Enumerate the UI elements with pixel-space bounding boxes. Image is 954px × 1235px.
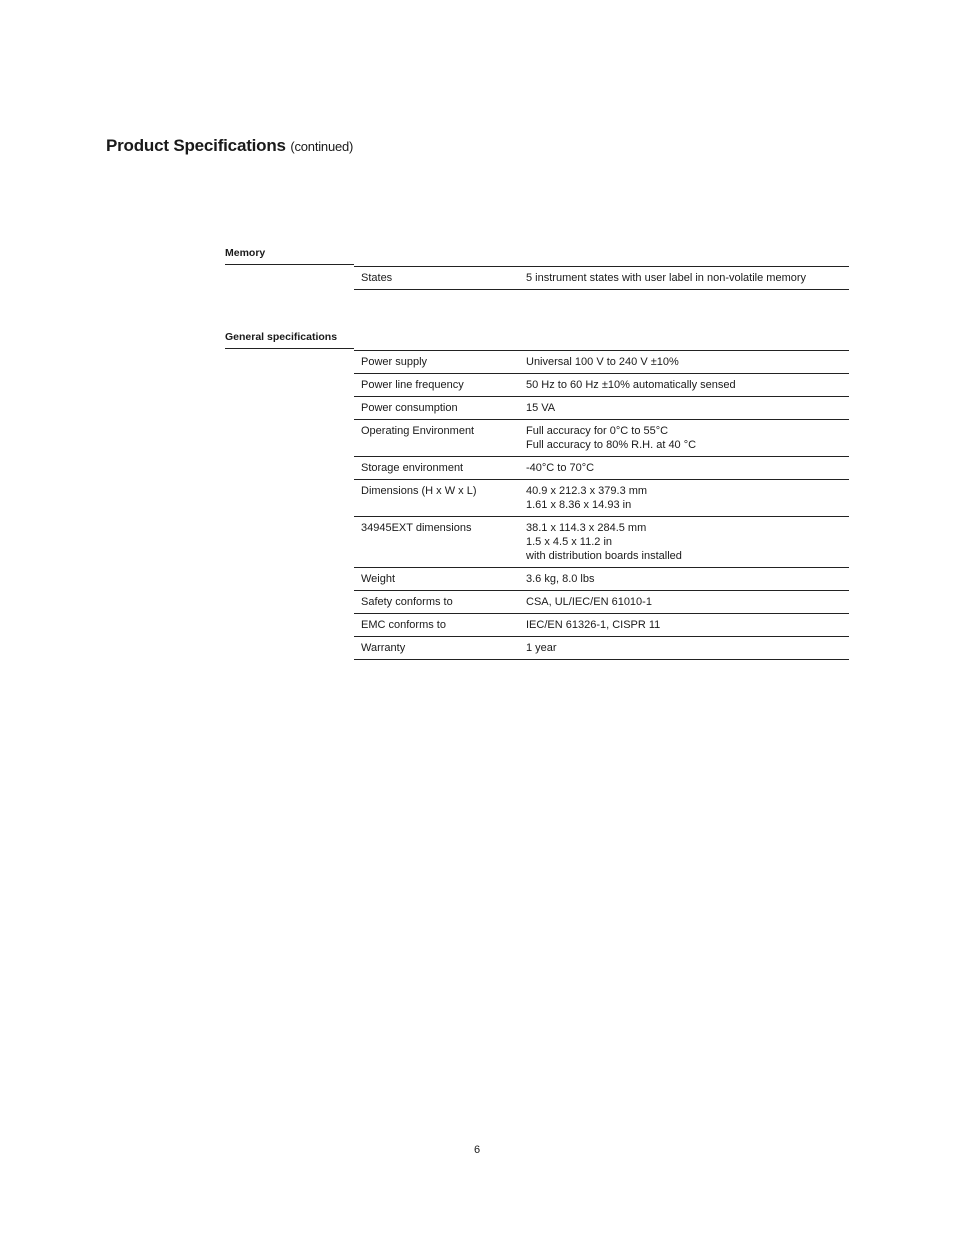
spec-label: Weight [361,573,396,585]
spec-value: IEC/EN 61326-1, CISPR 11 [526,619,661,631]
table-row [354,374,849,397]
spec-label: Power consumption [361,402,458,414]
spec-label: 34945EXT dimensions [361,522,472,534]
table-row [354,568,849,591]
spec-label: Power supply [361,356,428,368]
spec-value: CSA, UL/IEC/EN 61010-1 [526,596,652,608]
page-title-text: Product Specifications [106,136,286,155]
spec-label: States [361,272,393,284]
spec-label: EMC conforms to [361,619,446,631]
table-row [354,397,849,420]
spec-value: 1 year [526,642,557,654]
table-row [354,517,849,568]
page-number: 6 [473,1144,481,1156]
page-title [106,136,353,156]
spec-label: Operating Environment [361,425,475,437]
table-row [354,267,849,290]
spec-value: Universal 100 V to 240 V ±10% [526,356,679,368]
spec-label: Safety conforms to [361,596,453,608]
spec-value: 50 Hz to 60 Hz ±10% automatically sensed [526,379,736,391]
spec-value: 15 VA [526,402,556,414]
spec-value: 3.6 kg, 8.0 lbs [526,573,595,585]
spec-value: 38.1 x 114.3 x 284.5 mm 1.5 x 4.5 x 11.2 in with distribution boards installed [526,522,682,562]
table-row [354,351,849,374]
spec-value: 40.9 x 212.3 x 379.3 mm 1.61 x 8.36 x 14.93 in [526,485,648,511]
spec-label: Power line frequency [361,379,464,391]
general-spec-table [354,350,849,660]
table-row [354,480,849,517]
spec-label: Warranty [361,642,406,654]
memory-section-title: Memory [225,246,354,265]
table-row [354,614,849,637]
spec-label: Dimensions (H x W x L) [361,485,477,497]
table-row [354,457,849,480]
table-row [354,591,849,614]
table-row [354,420,849,457]
spec-value: 5 instrument states with user label in non-volatile memory [526,272,807,284]
spec-value: -40°C to 70°C [526,462,595,474]
spec-label: Storage environment [361,462,464,474]
memory-spec-table [354,266,849,290]
general-section-title: General specifications [225,330,354,349]
table-row [354,637,849,660]
spec-value: Full accuracy for 0°C to 55°C Full accuracy to 80% R.H. at 40 °C [526,425,697,451]
page-title-suffix: (continued) [290,139,354,154]
